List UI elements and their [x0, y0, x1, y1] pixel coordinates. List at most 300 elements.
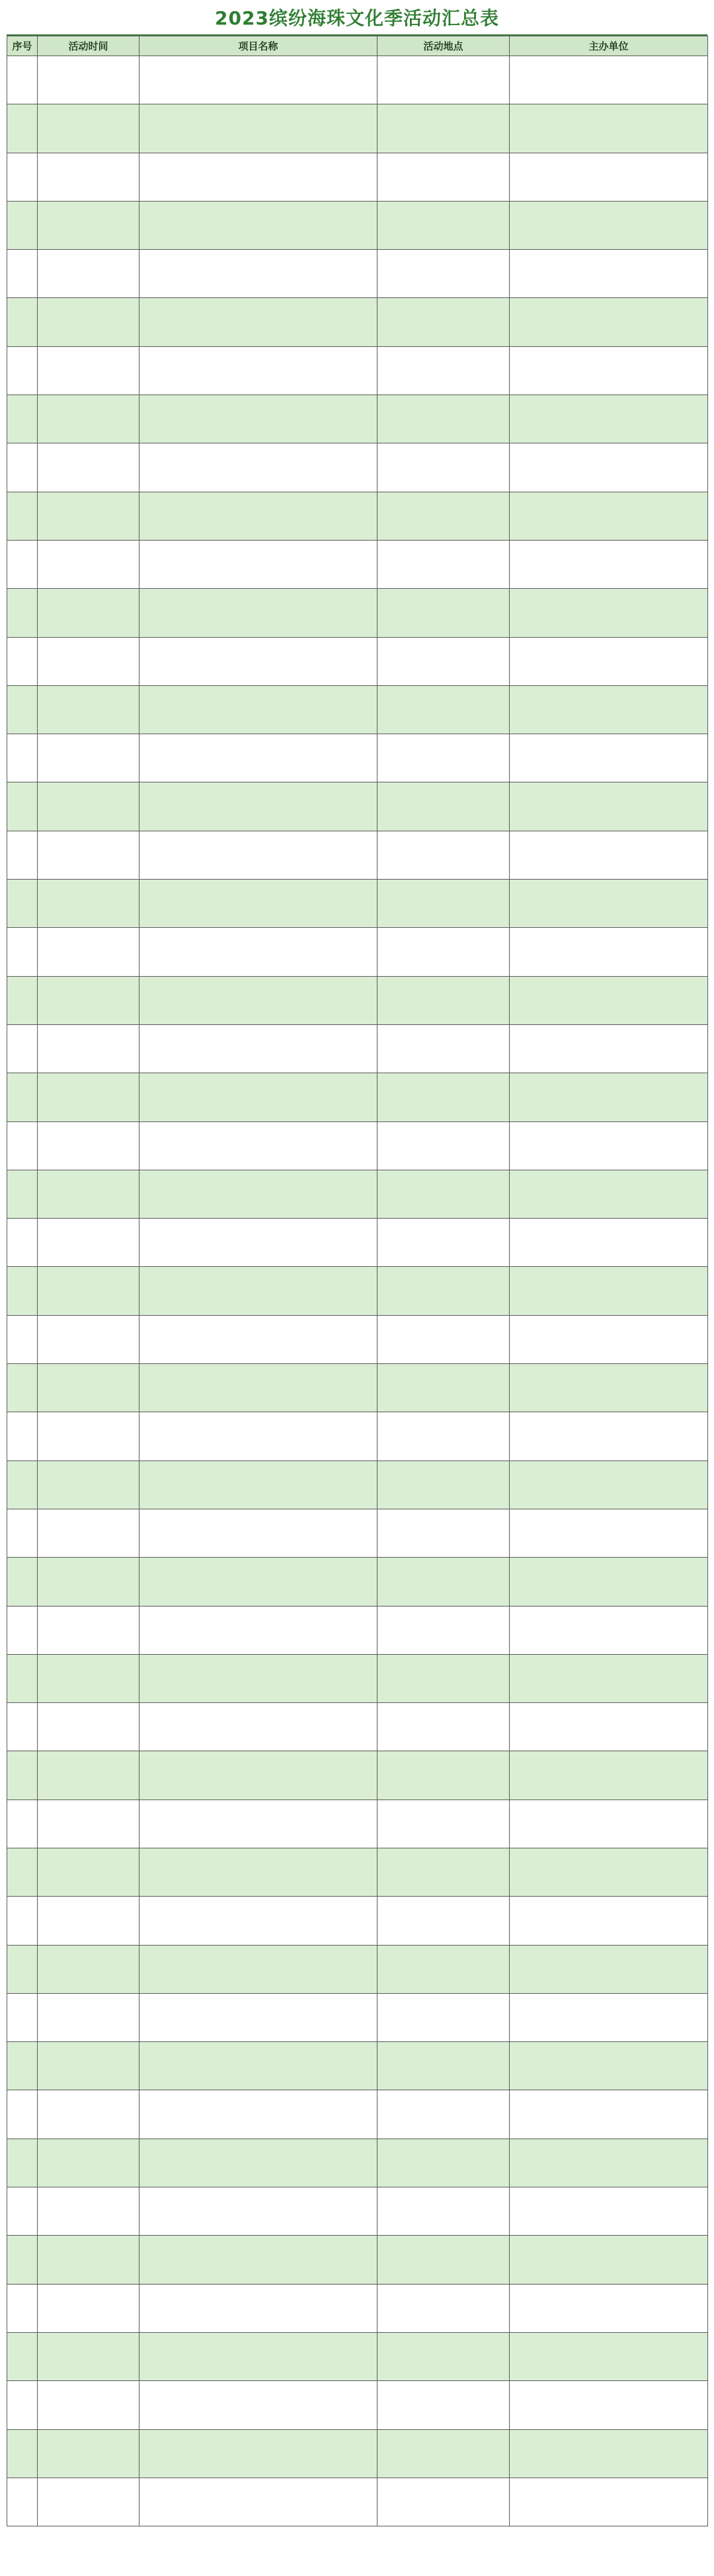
- table-row: [7, 1412, 708, 1460]
- cell-organizer: [510, 2284, 708, 2332]
- cell-time: [38, 1799, 139, 1848]
- cell-time: [38, 1121, 139, 1170]
- cell-time: [38, 782, 139, 831]
- table-row: [7, 1848, 708, 1896]
- cell-name: [139, 1606, 377, 1654]
- cell-organizer: [510, 685, 708, 734]
- cell-place: [377, 1121, 510, 1170]
- cell-time: [38, 2236, 139, 2284]
- cell-no: [7, 153, 38, 201]
- cell-place: [377, 928, 510, 976]
- cell-place: [377, 153, 510, 201]
- cell-time: [38, 1945, 139, 1993]
- cell-place: [377, 2139, 510, 2187]
- cell-time: [38, 2332, 139, 2380]
- cell-name: [139, 1315, 377, 1363]
- cell-name: [139, 1219, 377, 1267]
- cell-time: [38, 880, 139, 928]
- cell-no: [7, 201, 38, 249]
- cell-no: [7, 1558, 38, 1606]
- table-row: [7, 1558, 708, 1606]
- cell-no: [7, 298, 38, 346]
- cell-organizer: [510, 492, 708, 540]
- cell-no: [7, 2478, 38, 2526]
- cell-time: [38, 1170, 139, 1218]
- cell-place: [377, 1460, 510, 1509]
- cell-no: [7, 1267, 38, 1315]
- cell-organizer: [510, 56, 708, 104]
- cell-organizer: [510, 153, 708, 201]
- cell-name: [139, 201, 377, 249]
- cell-time: [38, 831, 139, 879]
- cell-no: [7, 346, 38, 395]
- cell-name: [139, 928, 377, 976]
- cell-place: [377, 1751, 510, 1799]
- cell-time: [38, 1315, 139, 1363]
- table-row: [7, 1024, 708, 1073]
- table-row: [7, 1121, 708, 1170]
- cell-no: [7, 1364, 38, 1412]
- cell-place: [377, 346, 510, 395]
- cell-place: [377, 589, 510, 637]
- cell-name: [139, 298, 377, 346]
- cell-place: [377, 1606, 510, 1654]
- cell-time: [38, 1073, 139, 1121]
- cell-organizer: [510, 1897, 708, 1945]
- cell-no: [7, 540, 38, 588]
- cell-name: [139, 2139, 377, 2187]
- cell-name: [139, 1267, 377, 1315]
- cell-place: [377, 1412, 510, 1460]
- cell-place: [377, 1024, 510, 1073]
- cell-place: [377, 2381, 510, 2429]
- cell-organizer: [510, 2381, 708, 2429]
- cell-place: [377, 782, 510, 831]
- cell-place: [377, 1073, 510, 1121]
- cell-place: [377, 1364, 510, 1412]
- cell-place: [377, 2187, 510, 2236]
- cell-name: [139, 831, 377, 879]
- cell-no: [7, 2139, 38, 2187]
- cell-name: [139, 492, 377, 540]
- cell-no: [7, 1024, 38, 1073]
- cell-time: [38, 1751, 139, 1799]
- cell-name: [139, 540, 377, 588]
- cell-place: [377, 1558, 510, 1606]
- cell-time: [38, 1267, 139, 1315]
- cell-time: [38, 1897, 139, 1945]
- cell-place: [377, 2042, 510, 2090]
- table-row: [7, 1267, 708, 1315]
- cell-time: [38, 2429, 139, 2478]
- table-row: [7, 1799, 708, 1848]
- table-row: [7, 589, 708, 637]
- cell-time: [38, 1364, 139, 1412]
- cell-place: [377, 1219, 510, 1267]
- cell-no: [7, 1315, 38, 1363]
- cell-name: [139, 1024, 377, 1073]
- cell-no: [7, 782, 38, 831]
- cell-organizer: [510, 1170, 708, 1218]
- cell-name: [139, 976, 377, 1024]
- cell-place: [377, 1315, 510, 1363]
- cell-organizer: [510, 1364, 708, 1412]
- cell-name: [139, 1558, 377, 1606]
- cell-place: [377, 2236, 510, 2284]
- cell-time: [38, 56, 139, 104]
- cell-organizer: [510, 1509, 708, 1557]
- table-row: [7, 395, 708, 443]
- table-row: [7, 1606, 708, 1654]
- cell-place: [377, 1170, 510, 1218]
- cell-name: [139, 1073, 377, 1121]
- cell-time: [38, 1024, 139, 1073]
- cell-no: [7, 2236, 38, 2284]
- cell-time: [38, 104, 139, 153]
- cell-name: [139, 2332, 377, 2380]
- table-row: [7, 637, 708, 685]
- cell-name: [139, 2090, 377, 2139]
- table-row: [7, 2090, 708, 2139]
- cell-name: [139, 1654, 377, 1702]
- cell-place: [377, 298, 510, 346]
- table-row: [7, 928, 708, 976]
- cell-place: [377, 2332, 510, 2380]
- cell-name: [139, 1460, 377, 1509]
- table-row: [7, 831, 708, 879]
- cell-organizer: [510, 831, 708, 879]
- cell-time: [38, 1654, 139, 1702]
- cell-name: [139, 1121, 377, 1170]
- table-row: [7, 1897, 708, 1945]
- cell-time: [38, 346, 139, 395]
- cell-place: [377, 831, 510, 879]
- header-organizer: 主办单位: [510, 36, 708, 56]
- cell-no: [7, 1121, 38, 1170]
- cell-time: [38, 2187, 139, 2236]
- table-row: [7, 201, 708, 249]
- cell-place: [377, 250, 510, 298]
- document-title: 2023缤纷海珠文化季活动汇总表: [215, 7, 499, 29]
- cell-name: [139, 589, 377, 637]
- table-row: [7, 1703, 708, 1751]
- cell-organizer: [510, 1121, 708, 1170]
- cell-time: [38, 2042, 139, 2090]
- cell-time: [38, 637, 139, 685]
- cell-name: [139, 443, 377, 492]
- cell-no: [7, 976, 38, 1024]
- table-row: [7, 1219, 708, 1267]
- cell-time: [38, 2381, 139, 2429]
- cell-organizer: [510, 928, 708, 976]
- cell-time: [38, 1993, 139, 2041]
- cell-place: [377, 2284, 510, 2332]
- cell-organizer: [510, 2236, 708, 2284]
- cell-place: [377, 492, 510, 540]
- cell-no: [7, 637, 38, 685]
- cell-name: [139, 1945, 377, 1993]
- table-row: [7, 540, 708, 588]
- cell-place: [377, 443, 510, 492]
- cell-organizer: [510, 589, 708, 637]
- cell-no: [7, 250, 38, 298]
- cell-no: [7, 1170, 38, 1218]
- table-row: [7, 2042, 708, 2090]
- cell-name: [139, 1412, 377, 1460]
- cell-time: [38, 734, 139, 782]
- cell-no: [7, 443, 38, 492]
- header-time: 活动时间: [38, 36, 139, 56]
- cell-organizer: [510, 1799, 708, 1848]
- cell-time: [38, 976, 139, 1024]
- cell-organizer: [510, 2332, 708, 2380]
- table-row: [7, 2236, 708, 2284]
- cell-organizer: [510, 1606, 708, 1654]
- cell-time: [38, 1219, 139, 1267]
- cell-name: [139, 153, 377, 201]
- table-row: [7, 1460, 708, 1509]
- cell-time: [38, 201, 139, 249]
- cell-organizer: [510, 443, 708, 492]
- cell-no: [7, 928, 38, 976]
- cell-no: [7, 2332, 38, 2380]
- cell-no: [7, 1751, 38, 1799]
- cell-no: [7, 1654, 38, 1702]
- cell-name: [139, 56, 377, 104]
- cell-no: [7, 831, 38, 879]
- cell-no: [7, 1606, 38, 1654]
- cell-organizer: [510, 1993, 708, 2041]
- cell-place: [377, 1654, 510, 1702]
- cell-place: [377, 637, 510, 685]
- cell-name: [139, 2429, 377, 2478]
- table-row: [7, 2381, 708, 2429]
- cell-no: [7, 2042, 38, 2090]
- cell-organizer: [510, 346, 708, 395]
- cell-organizer: [510, 1315, 708, 1363]
- cell-organizer: [510, 1848, 708, 1896]
- cell-name: [139, 1170, 377, 1218]
- cell-place: [377, 1799, 510, 1848]
- table-row: [7, 1751, 708, 1799]
- cell-organizer: [510, 1654, 708, 1702]
- cell-no: [7, 1073, 38, 1121]
- cell-no: [7, 1412, 38, 1460]
- cell-no: [7, 2284, 38, 2332]
- cell-time: [38, 685, 139, 734]
- table-row: [7, 2187, 708, 2236]
- table-row: [7, 1073, 708, 1121]
- cell-name: [139, 782, 377, 831]
- cell-no: [7, 589, 38, 637]
- cell-no: [7, 1799, 38, 1848]
- cell-name: [139, 395, 377, 443]
- cell-place: [377, 2429, 510, 2478]
- cell-organizer: [510, 2187, 708, 2236]
- header-row: [7, 36, 708, 56]
- cell-time: [38, 1558, 139, 1606]
- cell-organizer: [510, 1412, 708, 1460]
- cell-time: [38, 1606, 139, 1654]
- cell-place: [377, 976, 510, 1024]
- cell-time: [38, 1460, 139, 1509]
- cell-no: [7, 1945, 38, 1993]
- cell-time: [38, 1703, 139, 1751]
- cell-time: [38, 589, 139, 637]
- cell-no: [7, 395, 38, 443]
- table-row: [7, 298, 708, 346]
- cell-time: [38, 1509, 139, 1557]
- cell-place: [377, 540, 510, 588]
- table-row: [7, 56, 708, 104]
- cell-organizer: [510, 104, 708, 153]
- cell-name: [139, 1799, 377, 1848]
- cell-no: [7, 1993, 38, 2041]
- cell-no: [7, 1509, 38, 1557]
- cell-no: [7, 1848, 38, 1896]
- cell-no: [7, 734, 38, 782]
- table-row: [7, 1315, 708, 1363]
- table-row: [7, 346, 708, 395]
- cell-time: [38, 2139, 139, 2187]
- cell-name: [139, 1509, 377, 1557]
- table-row: [7, 880, 708, 928]
- cell-organizer: [510, 880, 708, 928]
- header-no: 序号: [7, 36, 38, 56]
- cell-organizer: [510, 637, 708, 685]
- table-row: [7, 250, 708, 298]
- table-row: [7, 104, 708, 153]
- cell-organizer: [510, 734, 708, 782]
- cell-place: [377, 685, 510, 734]
- cell-organizer: [510, 1460, 708, 1509]
- cell-organizer: [510, 2042, 708, 2090]
- cell-place: [377, 395, 510, 443]
- cell-place: [377, 1703, 510, 1751]
- cell-organizer: [510, 2429, 708, 2478]
- cell-time: [38, 250, 139, 298]
- cell-no: [7, 2187, 38, 2236]
- cell-place: [377, 201, 510, 249]
- cell-no: [7, 1219, 38, 1267]
- cell-time: [38, 395, 139, 443]
- cell-name: [139, 104, 377, 153]
- cell-organizer: [510, 1945, 708, 1993]
- table-row: [7, 1364, 708, 1412]
- cell-time: [38, 2284, 139, 2332]
- table-row: [7, 1170, 708, 1218]
- cell-time: [38, 443, 139, 492]
- cell-no: [7, 492, 38, 540]
- table-row: [7, 492, 708, 540]
- cell-time: [38, 1848, 139, 1896]
- cell-place: [377, 1509, 510, 1557]
- cell-time: [38, 492, 139, 540]
- table-row: [7, 2332, 708, 2380]
- cell-name: [139, 1703, 377, 1751]
- table-row: [7, 1509, 708, 1557]
- header-name: 项目名称: [139, 36, 377, 56]
- cell-organizer: [510, 1219, 708, 1267]
- cell-organizer: [510, 782, 708, 831]
- cell-no: [7, 685, 38, 734]
- cell-organizer: [510, 1703, 708, 1751]
- cell-time: [38, 2090, 139, 2139]
- cell-no: [7, 2090, 38, 2139]
- table-row: [7, 443, 708, 492]
- cell-organizer: [510, 2139, 708, 2187]
- cell-name: [139, 1364, 377, 1412]
- cell-organizer: [510, 2478, 708, 2526]
- cell-name: [139, 2187, 377, 2236]
- cell-no: [7, 1460, 38, 1509]
- cell-time: [38, 298, 139, 346]
- table-row: [7, 2429, 708, 2478]
- cell-no: [7, 1703, 38, 1751]
- cell-name: [139, 1897, 377, 1945]
- cell-name: [139, 2284, 377, 2332]
- cell-place: [377, 56, 510, 104]
- header-place: 活动地点: [377, 36, 510, 56]
- cell-place: [377, 104, 510, 153]
- cell-organizer: [510, 250, 708, 298]
- table-row: [7, 1945, 708, 1993]
- cell-name: [139, 1993, 377, 2041]
- table-row: [7, 1654, 708, 1702]
- cell-name: [139, 2478, 377, 2526]
- cell-place: [377, 734, 510, 782]
- cell-organizer: [510, 976, 708, 1024]
- cell-place: [377, 1993, 510, 2041]
- cell-name: [139, 2042, 377, 2090]
- table-row: [7, 734, 708, 782]
- cell-name: [139, 2381, 377, 2429]
- cell-place: [377, 1848, 510, 1896]
- cell-place: [377, 1897, 510, 1945]
- cell-name: [139, 734, 377, 782]
- cell-place: [377, 2478, 510, 2526]
- cell-name: [139, 250, 377, 298]
- title-bar: [7, 0, 707, 36]
- cell-no: [7, 880, 38, 928]
- cell-name: [139, 637, 377, 685]
- cell-name: [139, 1751, 377, 1799]
- cell-organizer: [510, 2090, 708, 2139]
- cell-name: [139, 346, 377, 395]
- cell-name: [139, 1848, 377, 1896]
- cell-name: [139, 685, 377, 734]
- cell-place: [377, 880, 510, 928]
- cell-organizer: [510, 298, 708, 346]
- cell-place: [377, 1267, 510, 1315]
- table-row: [7, 976, 708, 1024]
- table-row: [7, 2284, 708, 2332]
- cell-no: [7, 56, 38, 104]
- cell-organizer: [510, 1024, 708, 1073]
- cell-organizer: [510, 540, 708, 588]
- cell-organizer: [510, 1267, 708, 1315]
- cell-time: [38, 1412, 139, 1460]
- table-row: [7, 2139, 708, 2187]
- cell-organizer: [510, 1073, 708, 1121]
- cell-no: [7, 1897, 38, 1945]
- cell-place: [377, 2090, 510, 2139]
- table-body: [7, 56, 708, 2526]
- cell-name: [139, 880, 377, 928]
- cell-organizer: [510, 1751, 708, 1799]
- table-row: [7, 782, 708, 831]
- activity-summary-table: [7, 36, 708, 2526]
